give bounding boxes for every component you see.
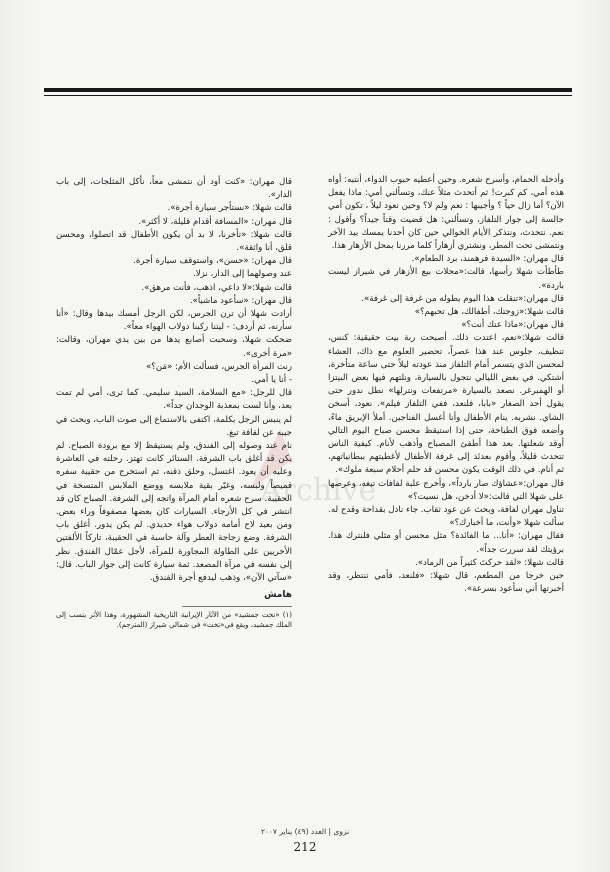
paragraph: تناول مهران لفافة، وبحث عن عود ثقاب. جاء نادل بقداحة وقدح له. xyxy=(328,505,564,516)
footnote-text: (١) «تخت جمشيد» من الآثار الإيرانية التاريخية المشهورة، وهذا الأثر ينسب إلى الملك جمشيد، ويقع في«تخت» في شمالي شيراز (المترجم). xyxy=(56,610,292,629)
paragraph: قالت شهلا: «لقد حركتَ كثيراً من الرماد». xyxy=(414,557,564,568)
header-rule-thick xyxy=(44,88,572,92)
paragraph: قالت شهلا:«زوجتك، أطفالك، هل تحبهم؟» xyxy=(414,307,564,318)
footnote-title: هامش xyxy=(264,590,292,601)
paragraph: سألت شهلا «وأنت، ما أخبارك؟» xyxy=(449,518,564,529)
folio-line: نزوى | العدد (٤٩) يناير ٢٠٠٧ xyxy=(260,827,350,836)
paragraph: قال مهران: «حسن»، واستوقف سيارة أجرة. xyxy=(133,256,292,267)
paragraph: قال مهران: «المسافة أقدام قليلة، لا أكثر». xyxy=(138,216,292,227)
paragraph: رنت المرأة الجرس، فسألت الأم: «مَن؟» xyxy=(146,361,292,372)
footnote-divider xyxy=(182,606,292,607)
header-rule-thin xyxy=(44,95,572,96)
left-column xyxy=(56,176,292,630)
paragraph: قال مهران: «سأعود ماشياً». xyxy=(189,295,292,306)
paragraph: لم ينبس الرجل بكلمة، اكتفى بالاستماع إلى صوت الباب، وبحث في جيبه عن لفافة تبغ. xyxy=(56,414,292,438)
paragraph: نام عند وصوله إلى الفندق، ولم يستيقظ إلا مع برودة الصباح. لم يكن قد أغلق باب الشرفة. الستائر كانت تهتز. رحلته في العاشرة وعليه أن يعود. اغتسل، وحلق ذقنه، ثم استخرج من حقيبة سفره قميصاً ولبسه، وغيّر بقية ملابسه ووضع الملابس المتسخة في الحقيبة. سرح شعره أمام المرآة واتجه إلى الشرفة. الصباح كان قد انتشر في كل الأرجاء. السيارات كان بعضها مصفوفاً وراء بعض. ومن بعيد لاح أمامه دولاب هواء حديدي. لم يكن يدور. أغلق باب الشرفة. وضع زجاجة العطر وآلة حاسبة في الحقيبة، تاركاً الألفتين الأخريين على الطاولة المجاورة للمرآة، لأجل عمّال الفندق. نظر إلى نفسه في مرآة المصعد. ثمة سيارة كانت إلى جوار الباب. قال: «سآتي الآن»، وذهب ليدفع أجرة الفندق. xyxy=(56,441,292,584)
paragraph: قال مهران: «كنت أود أن نتمشى معاً، نأكل المثلجات، إلى باب الدار». xyxy=(56,177,292,201)
paragraph: قالت شهلا:«لا داعي، اذهب، فأنت مرهق». xyxy=(141,282,292,293)
paragraph: قال مهران:«عشاؤك صار بارداً»، وأخرج علبة لفافات تبغه، وعرضها على شهلا التي قالت:«لا أدخن، هل نسيت؟» xyxy=(328,478,564,502)
paragraph: قالت شهلا:«نعم، اعتدت ذلك. أصبحت ربة بيت حقيقية: كنس، تنظيف، جلوس عند هذا عصراً، تحضير العلوم مع ذاك، العشاء لمحسن الذي يتسمر أمام التلفاز منذ عودته ليلاً حتى ساعة متأخرة، أشتكي. في بعض الليالي نتجول بالسيارة، ونلتهم فيها بعض البيتزا أو الهمبرغر. نصعد بالسيارة «مرتفعات ونترلها» نطل ندور حتى يقول أحد الصغار «بابا، فلنعد، ففي التلفاز فيلم». نعود، أسخن الشاي. نشربه. ينام الأطفال وأنا أغسل الفناجين. أملأ الإبريق ماءً، وأضعه فوق الطباخة، حتى إذا استيقظ محسن صباح اليوم التالي أوقد شعلتها. بعد هذا أطفئ المصباح وأذهب لأنام. كيفية الناس تتحدث قليلاً، وأقوم بعدئذ إلى غرفة الأطفال لأغطيتهم ببطانياتهم، ثم أنام. في ذلك الوقت يكون محسن قد حلم أحلام سبعة ملوك». xyxy=(328,333,564,476)
paragraph: وأدخله الحمام، وأسرح شعره. وحين أعطيه حبوب الدواء، أنتبه: أواه هذه أمي، كم كبرت! ثم أتحدث مثلاً عنك، وتسألني أمي: ماذا يفعل الآن؟ أما زال حياً ؟ وأجيبها : نعم ولم لا؟ وحين نعود ليلاً ، تكون أمي جالسة إلى جوار التلفاز، وتسألني: هل قضيت وقتاً جيداً؟ وأقول : نعم. نتحدث، ونتذكر الأيام الخوالي حين كان أحدنا يمسك بيد الآخر ونتمشى تحت المطر، ونشتري أزهاراً كلما مررنا بمحل الأزهار هذا. xyxy=(328,175,564,252)
page-number: 212 xyxy=(293,840,317,854)
paragraph: ضحكت شهلا، وسحبت أصابع يدها من بين يدي مهران، وقالت: «مرة أخرى». xyxy=(56,335,292,359)
paragraph: قالت شهلا: «تأخرنا، لا بد أن يكون الأطفال قد اتصلوا، ومحسن قلق، أنا واثقة». xyxy=(56,229,292,254)
paragraph: فقال مهران: «أنا... ما الفائدة؟ مثل محسن أو مثلي فلنترك هذا. برؤيتك لقد سررت جداً». xyxy=(328,531,564,555)
paragraph: قالت شهلا: «نستأجر سيارة أجرة». xyxy=(167,203,292,214)
paragraph: طأطأت شهلا رأسها، قالت:«محلات بيع الأزهار في شيراز ليست باردة». xyxy=(328,267,564,291)
paragraph: أرادت شهلا أن ترن الجرس، لكن الرجل أمسك بيدها وقال: «أنا سأرنه، ثم أردف: - ليتنا ركبنا دولاب الهواء معاً». xyxy=(56,309,292,333)
paragraph: قال مهران: «السيدة فرهمند، برد الطعام». xyxy=(411,254,564,265)
paragraph: قال مهران:«ماذا عنك أنت؟» xyxy=(461,320,564,331)
paragraph: قال للرجل: «مع السلامة، السيد سليمي. كما ترى، أمي لم تمت بعد، وأنا لست بمعذبة الوجدان جداً». xyxy=(56,388,292,412)
left-column-body xyxy=(56,176,292,585)
paragraph: قال مهران:«تنقلت هذا اليوم بطوله من غرفة إلى غرفة». xyxy=(361,293,564,304)
paragraph: - أنا يا أمي. xyxy=(251,375,292,386)
right-column xyxy=(328,174,564,597)
paragraph: حين خرجا من المطعم، قال شهلا: «فلنعد، فأمي تنتظر، وقد أخبرتها أني سأعود بسرعة». xyxy=(328,571,564,595)
paragraph: عند وصولهما إلى الدار، نزلا. xyxy=(193,269,292,280)
